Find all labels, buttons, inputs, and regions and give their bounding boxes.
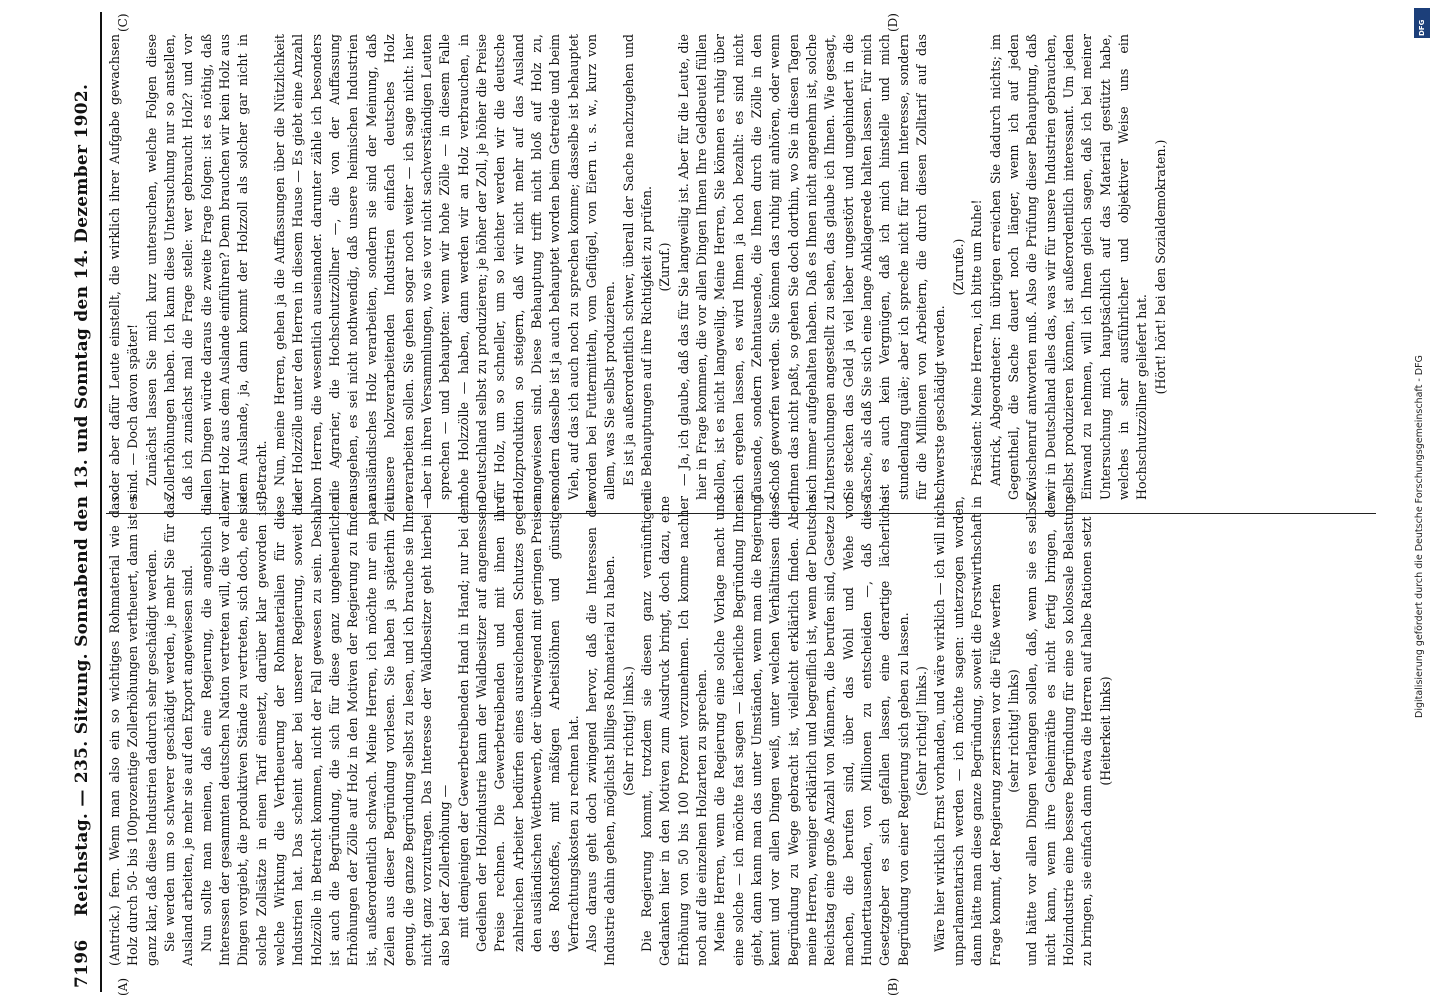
right-column [106,34,1396,500]
credit-text: Digitalisierung gefördert durch die Deutsche Forschungsgemeinschaft - DFG [1414,355,1425,718]
interjection: (Zurufe.) [950,238,966,296]
quotation: mit demjenigen der Gewerbetreibenden Hand in Hand; nur bei dem Gedeihen der Holzindustrie kann der Waldbesitzer auf angemessene Preise rechnen. Die Gewerbetreibenden und mit ihnen ihre zahlreichen Arbeiter bedürfen eines ausreichenden Schutzes gegen den ausländischen Wettbewerb, der überwiegend mit geringen Preisen des Rohstoffes, mit mäßigen Arbeitslöhnen und günstigen Verfrachtungskosten zu rechnen hat. [455,496,581,952]
paragraph: Nun sollte man meinen, daß eine Regierung, die angeblich die Interessen der gesammten deutschen Nation vertreten will, die vor allen Dingen vorgiebt, die produktiven Stände zu vertreten, sich doch, ehe sie solche Zollsätze in einen Tarif einsetzt, darüber klar geworden ist, welche Wirkung die Vertheuerung der Rohmaterialien für diese Industrien hat. Das scheint aber bei unserer Regierung, soweit die Holzzölle in Betracht kommen, nicht der Fall gewesen zu sein. Deshalb ist auch die Begründung, die sich für diese ganz ungeheuerlichen Erhöhungen der Zölle auf Holz in den Motiven der Regierung zu finden ist, außerordentlich schwach. Meine Herren, ich möchte nur ein paar Zeilen aus dieser Begründung vorlesen. Sie haben ja späterhin Zeit genug, die ganze Begründung selbst zu lesen, und ich brauche sie Ihnen nicht ganz vorzutragen. Das Interesse der Waldbesitzer geht hierbei — also bei der Zollerhöhung — [198,496,453,966]
column-divider [106,513,1376,514]
paragraph: Nun, meine Herren, gehen ja die Auffassungen über die Nützlichkeit der Holzzölle unter den Herren in diesem Hause — Es giebt eine Anzahl von Herren, die wesentlich auseinander. darunter zähle ich besonders die Agrarier, die Hochschutzzöllner —, die von der Auffassung ausgehen, es sei nicht nothwendig, daß unsere heimischen Industrien ausländisches Holz verarbeiten, sondern sie sind der Meinung, daß unsere holzverarbeitenden Industrien einfach deutsches Holz verarbeiten sollen. Sie gehen sogar noch weiter — ich sage nicht: hier aber in ihren Versammlungen, wo sie vor nicht sachverständigen Leuten sprechen — und behaupten: wenn wir hohe Zölle — in diesem Falle hohe Holzzölle — haben, dann werden wir an Holz verbrauchen, in Deutschland selbst zu produzieren; je höher der Zoll, je höher die Preise für Holz, um so schneller, um so leichter werden wir die deutsche Holzproduktion so steigern, daß wir nicht mehr auf das Ausland angewiesen sind. Diese Behauptung trifft nicht bloß auf Holz zu, sondern dasselbe ist ja auch behauptet worden beim Getreide und beim Vieh, auf das ich auch noch zu sprechen komme; dasselbe ist behauptet worden bei Futtermitteln, vom Geflügel, von Eiern u. s. w., kurz von allem, was Sie selbst produzieren. [272,34,618,500]
interjection: (Sehr richtig! links.) [620,666,636,796]
page-number: 7196 [72,939,92,988]
interjection: (Hört! hört! bei den Sozialdemokraten.) [1152,139,1168,395]
margin-marker-a: (A) [116,977,130,996]
dfg-logo: DFG [1414,8,1430,38]
header-rule [100,12,102,992]
interjection: (sehr richtig! links) [1005,669,1021,793]
paragraph: Wäre hier wirklich Ernst vorhanden, und wäre wirklich — ich will nicht unparlamentarisch werden — ich möchte sagen: unterzogen worden, dann hätte man diese ganze Begründung, soweit die Forstwirthschaft in Frage kommt, der Regierung zerrissen vor die Füße werfen [932,496,1003,966]
paragraph: und hätte vor allen Dingen verlangen sollen, daß, wenn sie es selbst nicht kann, wenn ihre Geheimräthe es nicht fertig bringen, der Holzindustrie eine bessere Begründung für eine so kolossale Belastung zu bringen, sie einfach dann etwa die Herren auf halbe Rationen setzt [1024,496,1095,966]
page-title: Reichstag. — 235. Sitzung. Sonnabend den 13. und Sonntag den 14. Dezember 1902. [72,83,92,917]
margin-marker-d: (D) [886,13,900,32]
interjection: (Sehr richtig! links.) [914,666,930,796]
paragraph: Sie werden um so schwerer geschädigt werden, je mehr Sie für das Ausland arbeiten, je mehr sie auf den Export angewiesen sind. [162,496,196,966]
paragraph: Präsident: Meine Herren, ich bitte um Ruhe! [969,199,985,486]
paragraph: oder aber dafür Leute einstellt, die wirklich ihrer Aufgabe gewachsen sind. — Doch davon später! [107,34,141,500]
left-column [106,496,1396,966]
paragraph: Meine Herren, wenn die Regierung eine solche Vorlage macht und eine solche — ich möchte fast sagen — lächerliche Begründung Ihnen giebt, dann kann man das unter Umständen, wenn man die Regierung kennt und vor allen Dingen weiß, unter welchen Verhältnissen diese Begründung zu Wege gebracht ist, vielleicht erklärlich finden. Aber, meine Herren, weniger erklärlich und begreiflich ist, wenn der Deutsche Reichstag eine große Anzahl von Männern, die berufen sind, Gesetze zu machen, die berufen sind, über das Wohl und Wehe von Hunderttausenden, von Millionen zu entscheiden —, daß diese Gesetzgeber es sich gefallen lassen, eine derartige lächerliche Begründung von einer Regierung sich geben zu lassen. [712,496,911,966]
paragraph: (Antrick.) fern. Wenn man also ein so wichtiges Rohmaterial wie das Holz durch 50- bis 100prozentige Zollerhöhungen vertheuert, dann ist es ganz klar, daß diese Industrien dadurch sehr geschädigt werden. [107,496,159,966]
page-header [72,12,102,988]
interjection: (Zuruf.) [657,242,673,292]
rotated-page-content [40,0,1420,1000]
digitization-credit [1412,10,1430,720]
margin-marker-b: (B) [886,977,900,996]
paragraph: — Ja, ich glaube, daß das für Sie langweilig ist. Aber für die Leute, die hier in Frage kommen, die vor allen Dingen Ihnen Ihre Geldbeutel füllen sollen, ist es nicht langweilig. Meine Herren, Sie können es ruhig über sich ergehen lassen, es wird Ihnen ja hoch bezahlt: es sind nicht Tausende, sondern Zehntausende, die Ihnen durch die Zölle in den Schoß geworfen werden. Sie können das ruhig mit anhören, oder wenn Ihnen das nicht paßt, so gehen Sie doch dorthin, wo Sie in diesen Tagen sich immer aufgehalten haben. Daß es Ihnen nicht angenehm ist, solche Untersuchungen angestellt zu sehen, das glaube ich Ihnen. Wie gesagt, Sie stecken das Geld ja viel lieber ungestört und ungehindert in die Tasche, als daß Sie sich eine lange Anklagerede halten lassen. Für mich ist es auch kein Vergnügen, daß ich mich hinstelle und mich stundenlang quäle; aber ich spreche nicht für mein Interesse, sondern für die Millionen von Arbeitern, die durch diesen Zolltarif auf das schwerste geschädigt werden. [675,34,948,500]
paragraph: Es ist ja außerordentlich schwer, überall der Sache nachzugehen und die Behauptungen auf ihre Richtigkeit zu prüfen. [620,34,654,500]
paragraph: Antrick, Abgeordneter: Im übrigen erreichen Sie dadurch nichts; im Gegentheil, die Sache dauert noch länger, wenn ich auf jeden Zwischenruf antworten muß. Also die Prüfung dieser Behauptung, daß wir in Deutschland alles das, was wir für unsere Industrien gebrauchen, selbst produzieren können, ist außerordentlich interessant. Um jeden Einwand zu nehmen, will ich Ihnen gleich sagen, daß ich bei meiner Untersuchung mich hauptsächlich auf das Material gestützt habe, welches in sehr ausführlicher und objektiver Weise uns ein Hochschutzzöllner geliefert hat. [987,34,1150,500]
margin-marker-c: (C) [116,13,130,32]
paragraph: Die Regierung kommt, trotzdem sie diesen ganz vernünftigen Gedanken hier in den Motiven zum Ausdruck bringt, doch dazu, eine Erhöhung von 50 bis 100 Prozent vorzunehmen. Ich komme nachher noch auf die einzelnen Holzarten zu sprechen. [638,496,709,966]
interjection: (Heiterkeit links) [1097,676,1113,786]
paragraph: Also daraus geht doch zwingend hervor, daß die Interessen der Industrie dahin gehen, möglichst billiges Rohmaterial zu haben. [583,496,618,966]
paragraph: Zunächst lassen Sie mich kurz untersuchen, welche Folgen diese Zollerhöhungen haben. Ich kann diese Untersuchung nur so anstellen, daß ich zunächst mal die Frage stelle: wer gebraucht Holz? und vor allen Dingen würde daraus die zweite Frage folgen: ist es nöthig, daß wir Holz aus dem Auslande einführen? Denn brauchen wir kein Holz aus dem Auslande, ja, dann kommt der Holzzoll als solcher gar nicht in Betracht. [143,34,269,500]
